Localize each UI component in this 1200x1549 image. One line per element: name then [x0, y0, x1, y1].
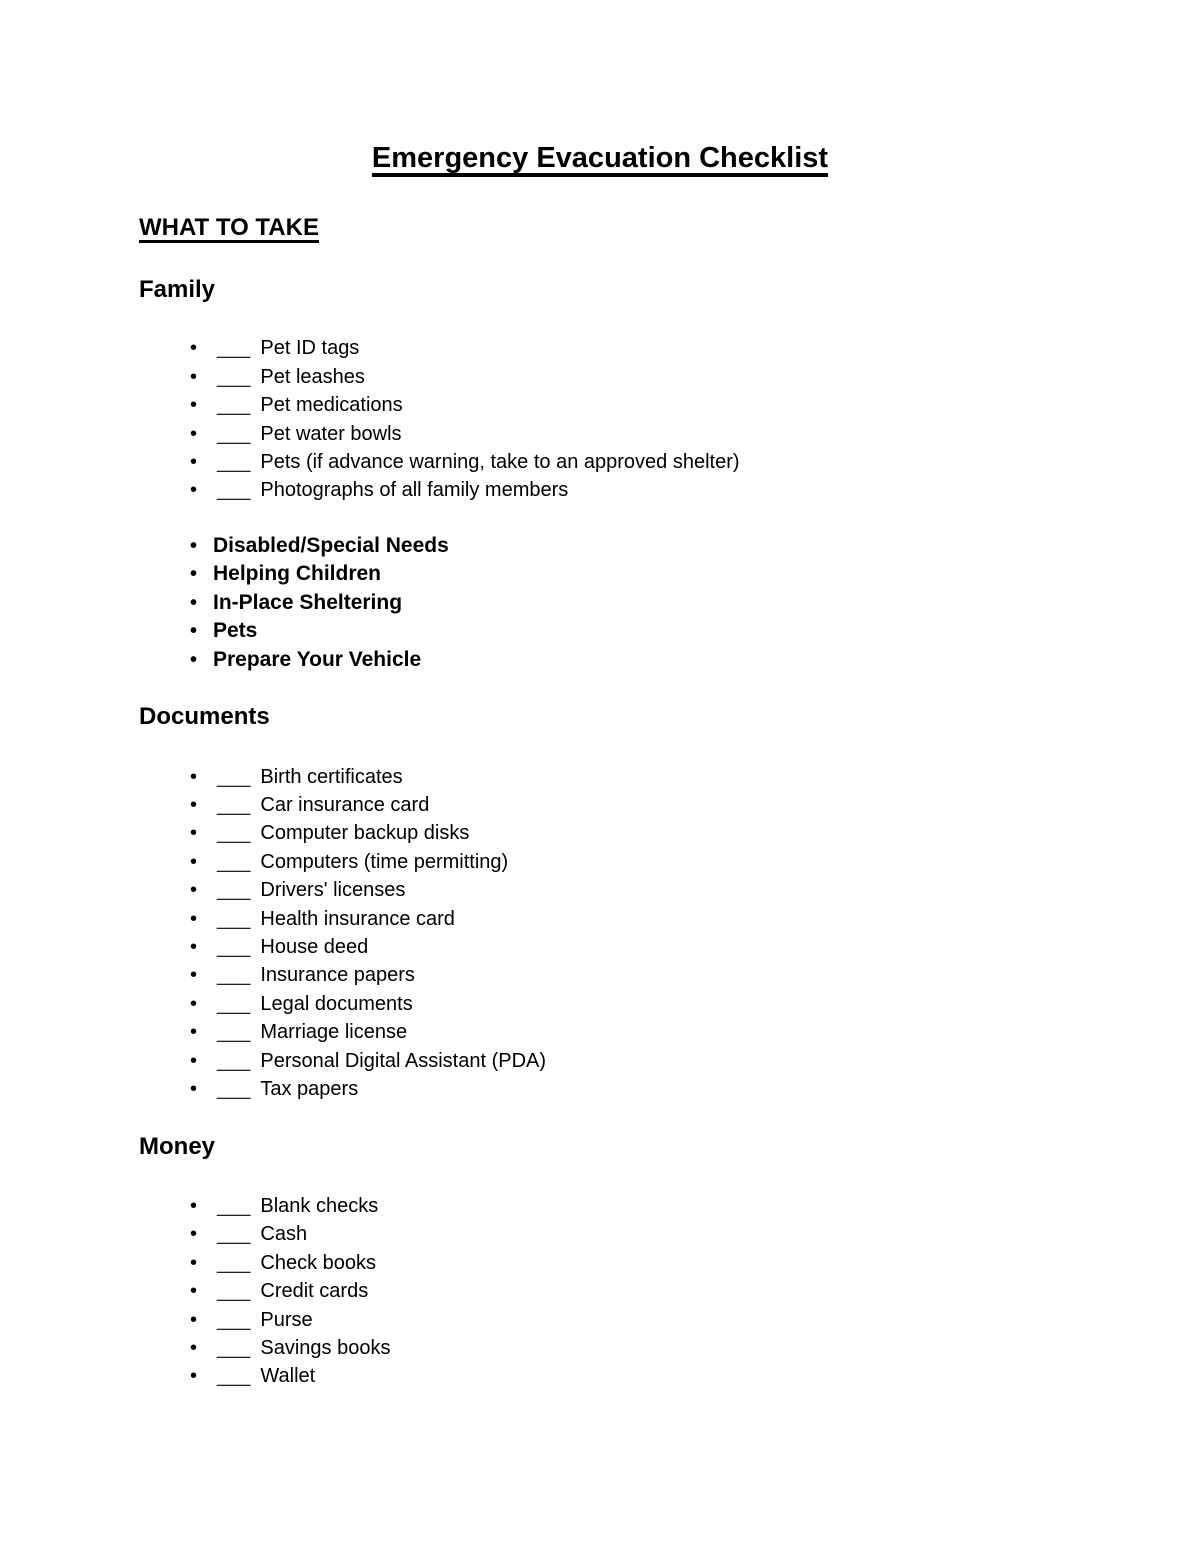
- checklist-blank-line: ___: [217, 1021, 251, 1044]
- money-section: [0, 1133, 1200, 1390]
- bullet-icon: •: [190, 1365, 198, 1388]
- checklist-blank-line: ___: [217, 907, 251, 930]
- bullet-icon: •: [190, 337, 198, 360]
- bullet-icon: •: [190, 591, 198, 614]
- bullet-icon: •: [190, 907, 198, 930]
- checklist-item-label: Pet ID tags: [260, 337, 360, 360]
- bullet-icon: •: [190, 648, 198, 671]
- checklist-item: [190, 420, 1200, 448]
- checklist-blank-line: ___: [217, 422, 251, 445]
- checklist-blank-line: ___: [217, 822, 251, 845]
- checklist-item: [190, 1220, 1200, 1248]
- bullet-icon: •: [190, 765, 198, 788]
- checklist-item: [190, 391, 1200, 419]
- topic-item-label: In-Place Sheltering: [213, 590, 403, 614]
- bullet-icon: •: [190, 1077, 198, 1100]
- bullet-icon: •: [190, 365, 198, 388]
- checklist-item-label: Pet medications: [260, 394, 403, 417]
- bullet-icon: •: [190, 620, 198, 643]
- checklist-item: [190, 448, 1200, 476]
- checklist-item: [190, 1362, 1200, 1390]
- topic-item: [190, 589, 1200, 617]
- checklist-blank-line: ___: [217, 451, 251, 474]
- checklist-item: [190, 876, 1200, 904]
- checklist-item-label: Legal documents: [260, 992, 413, 1015]
- checklist-item-label: House deed: [260, 935, 369, 958]
- bullet-icon: •: [190, 422, 198, 445]
- checklist-blank-line: ___: [217, 1251, 251, 1274]
- bullet-icon: •: [190, 451, 198, 474]
- checklist-item: [190, 961, 1200, 989]
- money-heading: Money: [139, 1133, 216, 1161]
- checklist-item: [190, 1075, 1200, 1103]
- checklist-item: [190, 990, 1200, 1018]
- checklist-item: [190, 1192, 1200, 1220]
- checklist-item-label: Computer backup disks: [260, 822, 470, 845]
- checklist-blank-line: ___: [217, 793, 251, 816]
- checklist-item-label: Wallet: [260, 1365, 316, 1388]
- checklist-item-label: Drivers' licenses: [260, 879, 406, 902]
- checklist-item: [190, 1334, 1200, 1362]
- checklist-item-label: Personal Digital Assistant (PDA): [260, 1049, 547, 1072]
- checklist-blank-line: ___: [217, 879, 251, 902]
- checklist-blank-line: ___: [217, 992, 251, 1015]
- documents-heading: Documents: [139, 702, 270, 730]
- checklist-blank-line: ___: [217, 1280, 251, 1303]
- checklist-blank-line: ___: [217, 1337, 251, 1359]
- checklist-item: [190, 819, 1200, 847]
- bullet-icon: •: [190, 850, 198, 873]
- checklist-item-label: Check books: [260, 1251, 376, 1274]
- topic-item-label: Prepare Your Vehicle: [213, 647, 422, 671]
- checklist-item: [190, 476, 1200, 504]
- checklist-item: [190, 791, 1200, 819]
- bullet-icon: •: [190, 935, 198, 958]
- checklist-blank-line: ___: [217, 394, 251, 417]
- checklist-item-label: Pet water bowls: [260, 422, 402, 445]
- money-checklist: [190, 1192, 1200, 1391]
- bullet-icon: •: [190, 1049, 198, 1072]
- checklist-item-label: Credit cards: [260, 1280, 369, 1303]
- checklist-item: [190, 363, 1200, 391]
- checklist-item: [190, 1249, 1200, 1277]
- bullet-icon: •: [190, 879, 198, 902]
- topic-item: [190, 617, 1200, 645]
- checklist-item-label: Pet leashes: [260, 365, 365, 388]
- checklist-blank-line: ___: [217, 935, 251, 958]
- family-heading: Family: [139, 275, 216, 303]
- checklist-blank-line: ___: [217, 1077, 251, 1100]
- bullet-icon: •: [190, 479, 198, 502]
- checklist-item: [190, 1047, 1200, 1075]
- checklist-item-label: Pets (if advance warning, take to an approved shelter): [260, 451, 740, 474]
- bullet-icon: •: [190, 1308, 198, 1331]
- bullet-icon: •: [190, 1021, 198, 1044]
- checklist-item-label: Blank checks: [260, 1194, 379, 1217]
- bullet-icon: •: [190, 1280, 198, 1303]
- checklist-item-label: Purse: [260, 1308, 313, 1331]
- what-to-take-heading: WHAT TO TAKE: [139, 214, 319, 242]
- checklist-item-label: Car insurance card: [260, 793, 430, 816]
- checklist-blank-line: ___: [217, 765, 251, 788]
- checklist-blank-line: ___: [217, 1223, 251, 1246]
- checklist-item-label: Birth certificates: [260, 765, 403, 788]
- checklist-item-label: Health insurance card: [260, 907, 455, 930]
- checklist-blank-line: ___: [217, 365, 251, 388]
- checklist-blank-line: ___: [217, 479, 251, 502]
- checklist-blank-line: ___: [217, 1365, 251, 1388]
- bullet-icon: •: [190, 1194, 198, 1217]
- checklist-blank-line: ___: [217, 337, 251, 360]
- topic-item: [190, 646, 1200, 674]
- bullet-icon: •: [190, 534, 198, 557]
- bullet-icon: •: [190, 394, 198, 417]
- checklist-item-label: Insurance papers: [260, 964, 415, 987]
- bullet-icon: •: [190, 992, 198, 1015]
- topic-item-label: Helping Children: [213, 562, 381, 586]
- checklist-item-label: Cash: [260, 1223, 308, 1246]
- topic-item: [190, 560, 1200, 588]
- family-topics-list: [190, 532, 1200, 674]
- bullet-icon: •: [190, 563, 198, 586]
- checklist-item: [190, 763, 1200, 791]
- checklist-item: [190, 905, 1200, 933]
- checklist-item-label: Computers (time permitting): [260, 850, 509, 873]
- document-title: Emergency Evacuation Checklist: [371, 142, 829, 174]
- bullet-icon: •: [190, 1337, 198, 1359]
- family-section: [0, 276, 1200, 674]
- checklist-blank-line: ___: [217, 1308, 251, 1331]
- bullet-icon: •: [190, 822, 198, 845]
- checklist-item: [190, 1277, 1200, 1305]
- bullet-icon: •: [190, 1223, 198, 1246]
- bullet-icon: •: [190, 964, 198, 987]
- topic-item: [190, 532, 1200, 560]
- documents-section: [0, 703, 1200, 1103]
- checklist-item: [190, 1306, 1200, 1334]
- checklist-item: [190, 848, 1200, 876]
- bullet-icon: •: [190, 793, 198, 816]
- checklist-item-label: Photographs of all family members: [260, 479, 569, 502]
- checklist-item-label: Tax papers: [260, 1077, 359, 1100]
- family-checklist: [190, 334, 1200, 504]
- checklist-blank-line: ___: [217, 964, 251, 987]
- bullet-icon: •: [190, 1251, 198, 1274]
- checklist-item: [190, 1018, 1200, 1046]
- checklist-item: [190, 933, 1200, 961]
- checklist-item-label: Marriage license: [260, 1021, 408, 1044]
- checklist-blank-line: ___: [217, 1049, 251, 1072]
- checklist-item: [190, 334, 1200, 362]
- topic-item-label: Disabled/Special Needs: [213, 533, 449, 557]
- checklist-blank-line: ___: [217, 850, 251, 873]
- checklist-item-label: Savings books: [260, 1337, 391, 1359]
- checklist-blank-line: ___: [217, 1194, 251, 1217]
- topic-item-label: Pets: [213, 619, 258, 643]
- documents-checklist: [190, 763, 1200, 1104]
